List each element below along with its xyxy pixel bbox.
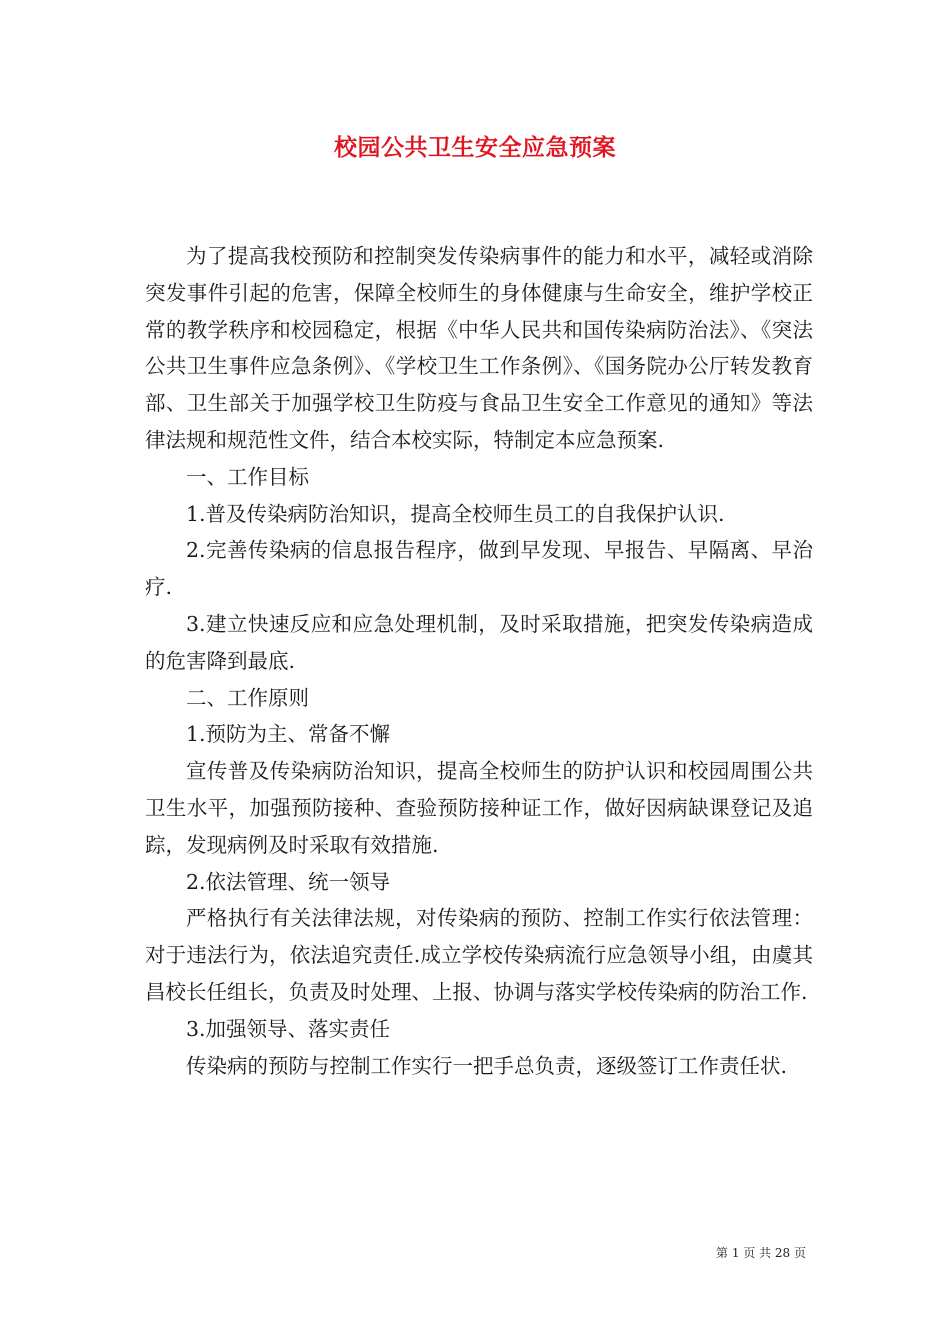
page-number: 第 1 页 共 28 页 [716, 1246, 806, 1260]
subsection-heading: 3.加强领导、落实责任 [186, 1016, 391, 1041]
section-heading: 一、工作目标 [186, 464, 309, 489]
intro-paragraph: 为了提高我校预防和控制突发传染病事件的能力和水平，减轻或消除突发事件引起的危害，保障全校师生的身体健康与生命安全，维护学校正常的教学秩序和校园稳定，根据《中华人民共和国传染病防治法》、《突法公共卫生事件应急条例》、《学校卫生工作条例》、《国务院办公厅转发教育部、卫生部关于加强学校卫生防疫与食品卫生安全工作意见的通知》等法律法规和规范性文件，结合本校实际，特制定本应急预案. [145, 244, 813, 452]
subsection-heading: 2.依法管理、统一领导 [186, 869, 391, 894]
section-heading: 二、工作原则 [186, 685, 309, 710]
subsection-heading: 1.预防为主、常备不懈 [186, 722, 391, 747]
document-body [145, 238, 813, 1084]
body-paragraph: 严格执行有关法律法规，对传染病的预防、控制工作实行依法管理：对于违法行为，依法追究责任.成立学校传染病流行应急领导小组，由虞其昌校长任组长，负责及时处理、上报、协调与落实学校传染病的防治工作. [145, 906, 813, 1004]
list-item: 2.完善传染病的信息报告程序，做到早发现、早报告、早隔离、早治疗. [145, 538, 813, 600]
list-item: 3.建立快速反应和应急处理机制，及时采取措施，把突发传染病造成的危害降到最底. [145, 611, 813, 673]
body-paragraph: 传染病的预防与控制工作实行一把手总负责，逐级签订工作责任状. [186, 1053, 788, 1078]
list-item: 1.普及传染病防治知识，提高全校师生员工的自我保护认识. [186, 501, 725, 526]
body-paragraph: 宣传普及传染病防治知识，提高全校师生的防护认识和校园周围公共卫生水平，加强预防接种、查验预防接种证工作，做好因病缺课登记及追踪，发现病例及时采取有效措施. [145, 759, 813, 857]
document-title: 校园公共卫生安全应急预案 [334, 134, 616, 161]
